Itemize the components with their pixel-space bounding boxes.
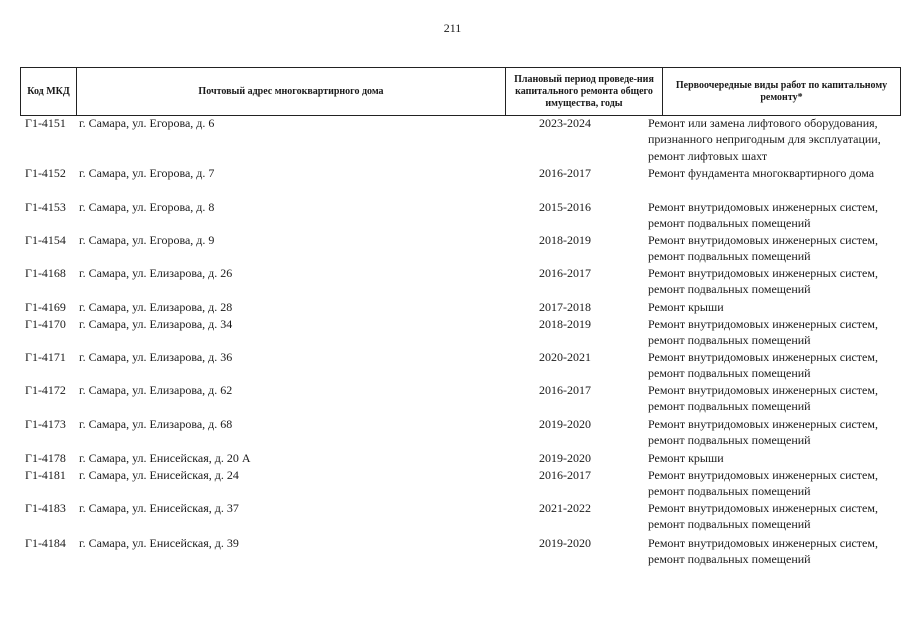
- cell-works: [648, 450, 903, 466]
- cell-address: г. Самара, ул. Елизарова, д. 36: [79, 350, 233, 364]
- cell-works: [648, 115, 903, 164]
- works-line: ремонт лифтовых шахт: [648, 148, 768, 163]
- works-line: ремонт подвальных помещений: [648, 552, 811, 567]
- cell-code: Г1-4170: [25, 317, 66, 331]
- cell-period: 2015-2016: [539, 200, 591, 214]
- cell-code: Г1-4181: [25, 468, 66, 482]
- cell-period: 2020-2021: [539, 350, 591, 364]
- cell-code: Г1-4173: [25, 417, 66, 431]
- works-line: признанного непригодным для эксплуатации,: [648, 132, 881, 147]
- header-code: Код МКД: [20, 68, 76, 115]
- works-line: ремонт подвальных помещений: [648, 282, 811, 297]
- works-line: ремонт подвальных помещений: [648, 484, 811, 499]
- cell-address: г. Самара, ул. Енисейская, д. 24: [79, 468, 239, 482]
- cell-period: 2016-2017: [539, 266, 591, 280]
- header-address: Почтовый адрес многоквартирного дома: [76, 68, 505, 115]
- cell-code: Г1-4171: [25, 350, 66, 364]
- cell-period: 2019-2020: [539, 417, 591, 431]
- cell-address: г. Самара, ул. Елизарова, д. 62: [79, 383, 233, 397]
- cell-code: Г1-4184: [25, 536, 66, 550]
- works-line: ремонт подвальных помещений: [648, 249, 811, 264]
- cell-code: Г1-4178: [25, 451, 66, 465]
- cell-address: г. Самара, ул. Егорова, д. 6: [79, 116, 215, 130]
- works-line: Ремонт или замена лифтового оборудования,: [648, 116, 878, 130]
- cell-period: 2016-2017: [539, 383, 591, 397]
- header-period: Плановый период проведе-ния капитального ремонта общего имущества, годы: [505, 68, 662, 115]
- cell-code: Г1-4153: [25, 200, 66, 214]
- cell-code: Г1-4183: [25, 501, 66, 515]
- cell-works: [648, 199, 903, 232]
- cell-address: г. Самара, ул. Егорова, д. 8: [79, 200, 215, 214]
- works-line: ремонт подвальных помещений: [648, 216, 811, 231]
- works-line: Ремонт внутридомовых инженерных систем,: [648, 417, 878, 431]
- cell-works: [648, 232, 903, 265]
- cell-period: 2023-2024: [539, 116, 591, 130]
- works-line: Ремонт крыши: [648, 300, 724, 314]
- cell-works: [648, 500, 903, 533]
- works-line: ремонт подвальных помещений: [648, 366, 811, 381]
- cell-period: 2019-2020: [539, 451, 591, 465]
- cell-period: 2017-2018: [539, 300, 591, 314]
- cell-address: г. Самара, ул. Елизарова, д. 68: [79, 417, 233, 431]
- cell-works: [648, 299, 903, 315]
- works-line: Ремонт внутридомовых инженерных систем,: [648, 536, 878, 550]
- cell-period: 2016-2017: [539, 166, 591, 180]
- cell-code: Г1-4154: [25, 233, 66, 247]
- cell-address: г. Самара, ул. Егорова, д. 9: [79, 233, 215, 247]
- works-line: Ремонт внутридомовых инженерных систем,: [648, 266, 878, 280]
- cell-works: [648, 316, 903, 349]
- page-number: 211: [443, 21, 462, 35]
- cell-code: Г1-4151: [25, 116, 66, 130]
- cell-code: Г1-4152: [25, 166, 66, 180]
- works-line: Ремонт фундамента многоквартирного дома: [648, 166, 875, 180]
- cell-period: 2021-2022: [539, 501, 591, 515]
- cell-period: 2018-2019: [539, 233, 591, 247]
- table-header: [20, 67, 901, 116]
- cell-code: Г1-4169: [25, 300, 66, 314]
- works-line: ремонт подвальных помещений: [648, 333, 811, 348]
- cell-works: [648, 165, 903, 181]
- cell-code: Г1-4168: [25, 266, 66, 280]
- cell-address: г. Самара, ул. Енисейская, д. 39: [79, 536, 239, 550]
- works-line: Ремонт крыши: [648, 451, 724, 465]
- works-line: ремонт подвальных помещений: [648, 399, 811, 414]
- cell-period: 2016-2017: [539, 468, 591, 482]
- cell-period: 2019-2020: [539, 536, 591, 550]
- cell-works: [648, 416, 903, 449]
- works-line: Ремонт внутридомовых инженерных систем,: [648, 350, 878, 364]
- cell-address: г. Самара, ул. Егорова, д. 7: [79, 166, 215, 180]
- cell-works: [648, 535, 903, 568]
- cell-code: Г1-4172: [25, 383, 66, 397]
- cell-works: [648, 349, 903, 382]
- works-line: Ремонт внутридомовых инженерных систем,: [648, 233, 878, 247]
- works-line: ремонт подвальных помещений: [648, 517, 811, 532]
- works-line: ремонт подвальных помещений: [648, 433, 811, 448]
- cell-address: г. Самара, ул. Елизарова, д. 34: [79, 317, 233, 331]
- cell-works: [648, 265, 903, 298]
- works-line: Ремонт внутридомовых инженерных систем,: [648, 501, 878, 515]
- works-line: Ремонт внутридомовых инженерных систем,: [648, 383, 878, 397]
- works-line: Ремонт внутридомовых инженерных систем,: [648, 317, 878, 331]
- cell-works: [648, 382, 903, 415]
- header-works: Первоочередные виды работ по капитальному ремонту*: [662, 68, 901, 115]
- cell-address: г. Самара, ул. Енисейская, д. 37: [79, 501, 239, 515]
- cell-address: г. Самара, ул. Елизарова, д. 26: [79, 266, 233, 280]
- cell-address: г. Самара, ул. Елизарова, д. 28: [79, 300, 233, 314]
- cell-works: [648, 467, 903, 500]
- works-line: Ремонт внутридомовых инженерных систем,: [648, 200, 878, 214]
- cell-period: 2018-2019: [539, 317, 591, 331]
- cell-address: г. Самара, ул. Енисейская, д. 20 А: [79, 451, 251, 465]
- works-line: Ремонт внутридомовых инженерных систем,: [648, 468, 878, 482]
